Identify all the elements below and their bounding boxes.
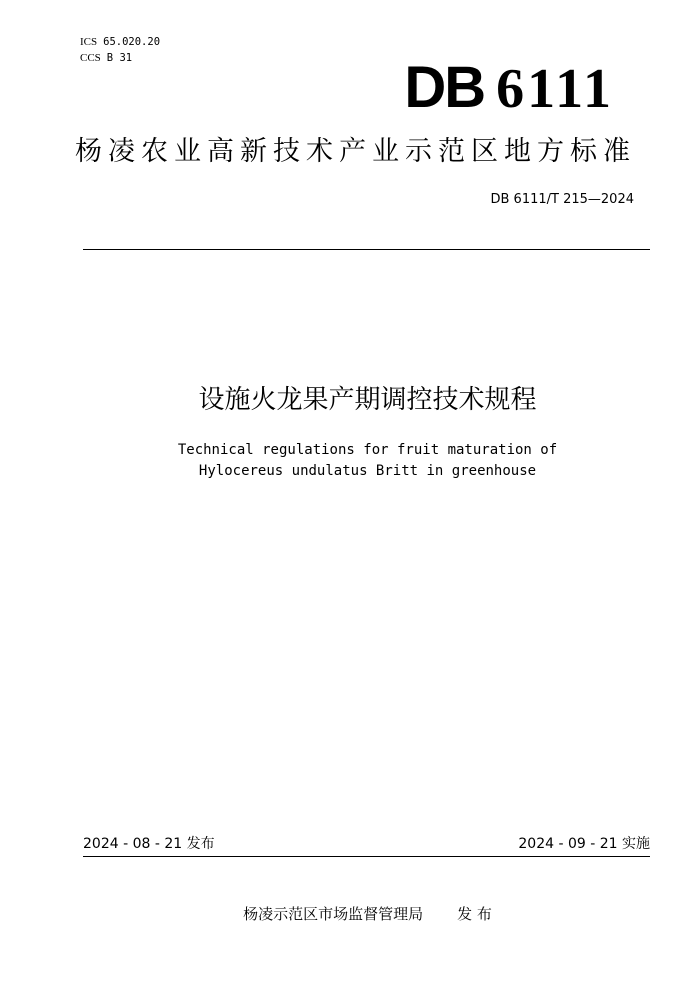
db-logo [404, 56, 614, 121]
bottom-divider [83, 856, 650, 857]
document-title-chinese: 设施火龙果产期调控技术规程 [198, 385, 537, 415]
standard-number: DB 6111/T 215—2024 [490, 192, 634, 207]
english-title-line-1: Technical regulations for fruit maturation of [177, 442, 558, 458]
ics-code [80, 34, 160, 50]
issue-date: 2024 - 08 - 21 发布 [83, 836, 215, 852]
document-title-english [0, 440, 700, 482]
english-title-line-2: Hylocereus undulatus Britt in greenhouse [198, 463, 537, 479]
classification-codes [80, 34, 160, 66]
ccs-code [80, 50, 160, 66]
standard-category-title: 杨凌农业高新技术产业示范区地方标准 [75, 136, 636, 167]
issuing-authority [0, 903, 700, 925]
db-logo-prefix: DB [404, 55, 485, 120]
ics-label: ICS [80, 36, 98, 48]
top-divider [83, 249, 650, 250]
ccs-value: B 31 [106, 52, 133, 64]
issuer-action: 发 布 [457, 905, 492, 923]
ccs-label: CCS [80, 52, 101, 64]
implementation-date: 2024 - 09 - 21 实施 [518, 836, 650, 852]
db-logo-number: 6111 [496, 58, 614, 120]
ics-value: 65.020.20 [103, 36, 161, 48]
issuer-name: 杨凌示范区市场监督管理局 [243, 905, 424, 923]
